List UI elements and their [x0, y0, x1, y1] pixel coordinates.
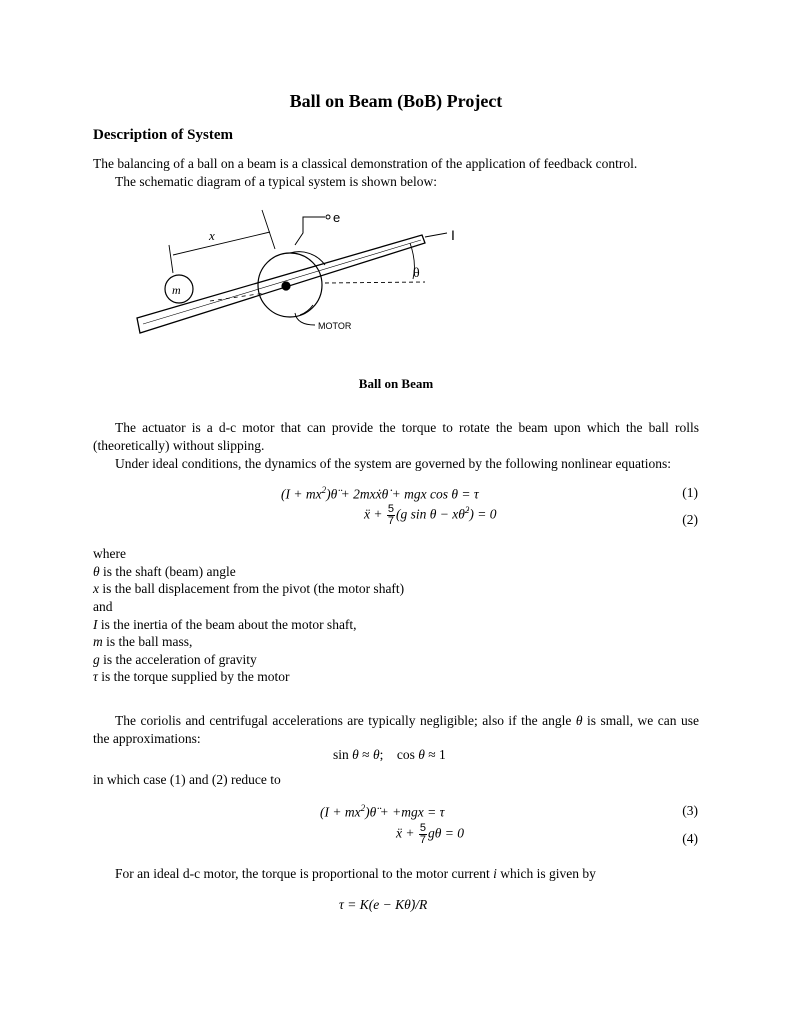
motor-torque-equation: τ = K(e − Kθ̇)/R: [339, 897, 428, 912]
where-label: where: [93, 546, 126, 561]
definition-x: x is the ball displacement from the pivot (the motor shaft): [93, 581, 405, 596]
ideal-paragraph: Under ideal conditions, the dynamics of the system are governed by the following nonlinear equations:: [115, 456, 671, 471]
equation-1-number: (1): [682, 485, 698, 500]
figure-caption: Ball on Beam: [358, 376, 434, 391]
motor-label: MOTOR: [318, 321, 352, 331]
ball-on-beam-diagram: [125, 205, 495, 365]
section-heading: Description of System: [93, 127, 233, 143]
coriolis-paragraph: The coriolis and centrifugal accelerations are typically negligible; also if the angle θ is small, we can use the approximations:: [93, 713, 699, 746]
inertia-label: I: [451, 227, 455, 243]
and-label: and: [93, 599, 113, 614]
equation-3-number: (3): [682, 803, 698, 818]
actuator-paragraph: The actuator is a d-c motor that can provide the torque to rotate the beam upon which the ball rolls (theoretically) without slipping.: [93, 420, 699, 453]
intro-line-1: The balancing of a ball on a beam is a classical demonstration of the application of feedback control.: [93, 156, 638, 171]
inertia-leader: [425, 233, 447, 237]
intro-line-2: The schematic diagram of a typical system is shown below:: [115, 173, 438, 189]
definition-mass: m is the ball mass,: [93, 634, 193, 649]
definition-theta: θ is the shaft (beam) angle: [93, 564, 236, 579]
equation-3: $(I + mx^2)\thetä + +mgx = \tau$: [320, 803, 445, 820]
motor-icon: [258, 252, 325, 317]
x-dimension: [169, 210, 275, 273]
intro-paragraph: [93, 155, 699, 190]
equation-4: ẍ + $\frac{5}{7}$ gθ = 0: [396, 822, 465, 846]
e-terminal: [295, 215, 330, 245]
theta-label: θ: [413, 266, 420, 281]
motor-paragraph: For an ideal d-c motor, the torque is proportional to the motor current i which is given by: [115, 866, 596, 881]
approximation-equation: sin θ ≈ θ; cos θ ≈ 1: [333, 747, 446, 762]
equation-2: ẍ + $\frac{5}{7}$ (g sin θ − xθ̇$^2$) = 0: [364, 503, 497, 527]
ball-label: m: [172, 283, 181, 297]
motor-leader: [295, 313, 315, 325]
x-label: x: [209, 228, 215, 243]
reduce-text: in which case (1) and (2) reduce to: [93, 772, 281, 787]
e-label: e: [333, 210, 341, 225]
page-title: Ball on Beam (BoB) Project: [289, 91, 503, 111]
equation-1: $(I + mx^2)\thetä$ + 2mxẋθ̇ + mgx cos θ = τ: [281, 485, 479, 502]
definition-gravity: g is the acceleration of gravity: [93, 652, 257, 667]
equation-2-number: (2): [682, 512, 698, 527]
definition-inertia: I is the inertia of the beam about the motor shaft,: [93, 617, 357, 632]
definition-torque: τ is the torque supplied by the motor: [93, 669, 290, 684]
equation-4-number: (4): [682, 831, 698, 846]
